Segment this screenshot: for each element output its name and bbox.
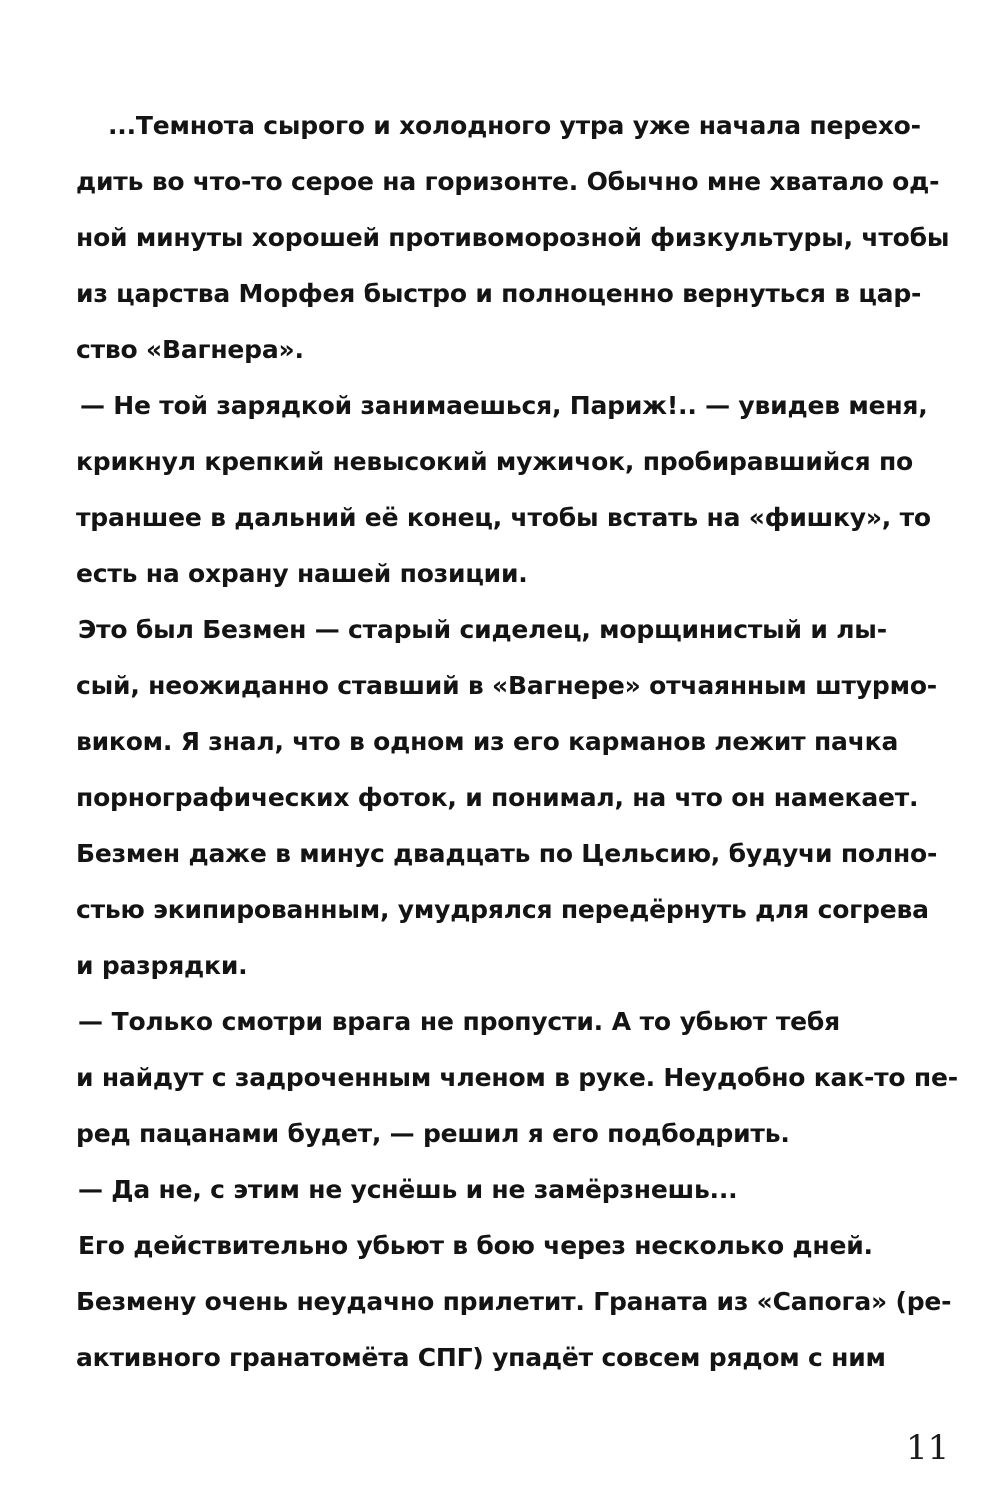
text-line: траншее в дальний её конец, чтобы встать на «фишку», то: [76, 503, 931, 532]
text-line: ной минуты хорошей противоморозной физкультуры, чтобы: [76, 223, 950, 252]
text-line: Его действительно убьют в бою через несколько дней.: [78, 1231, 873, 1260]
text-line: стью экипированным, умудрялся передёрнуть для согрева: [76, 895, 929, 924]
text-line: и разрядки.: [76, 951, 248, 980]
text-line: виком. Я знал, что в одном из его карманов лежит пачка: [76, 727, 899, 756]
text-line: дить во что-то серое на горизонте. Обычно мне хватало од-: [76, 167, 940, 196]
page-number: 11: [906, 1428, 950, 1468]
text-line: ...Темнота сырого и холодного утра уже начала перехо-: [108, 111, 921, 140]
text-line: есть на охрану нашей позиции.: [76, 559, 528, 588]
text-line: ред пацанами будет, — решил я его подбодрить.: [76, 1119, 790, 1148]
text-line: крикнул крепкий невысокий мужичок, пробиравшийся по: [76, 447, 914, 476]
text-line: сый, неожиданно ставший в «Вагнере» отчаянным штурмо-: [76, 671, 937, 700]
text-line: из царства Морфея быстро и полноценно вернуться в цар-: [76, 279, 922, 308]
text-line: порнографических фоток, и понимал, на что он намекает.: [76, 783, 919, 812]
text-line: Безмену очень неудачно прилетит. Граната из «Сапога» (ре-: [76, 1287, 952, 1316]
text-line: Безмен даже в минус двадцать по Цельсию, будучи полно-: [76, 839, 938, 868]
text-line: — Не той зарядкой занимаешься, Париж!.. — увидев меня,: [80, 391, 928, 420]
text-line: ство «Вагнера».: [76, 335, 304, 364]
text-line: Это был Безмен — старый сиделец, морщинистый и лы-: [78, 615, 887, 644]
text-line: и найдут с задроченным членом в руке. Неудобно как-то пе-: [76, 1063, 958, 1092]
text-line: активного гранатомёта СПГ) упадёт совсем рядом с ним: [76, 1343, 886, 1372]
text-line: — Да не, с этим не уснёшь и не замёрзнешь...: [78, 1175, 738, 1204]
text-line: — Только смотри врага не пропусти. А то убьют тебя: [78, 1007, 840, 1036]
